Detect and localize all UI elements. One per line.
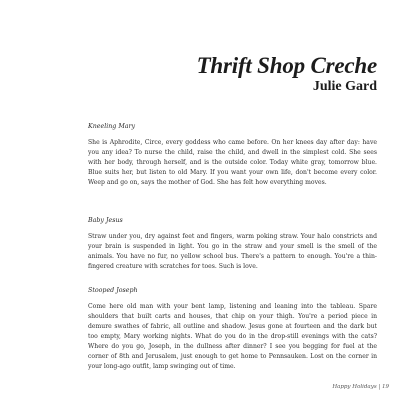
section-body: Straw under you, dry against feet and fingers, warm poking straw. Your halo constricts and your brain is suspended in light. You go in the straw and your smell is the smell of the animals. You have no fur, no yellow school bus. There's a pattern to enough. You're a thin-fingered creature with scratches for toes. Such is love. [88,233,377,270]
section-title: Baby Jesus [88,217,123,224]
page-footer: Happy Holidays | 19 [332,384,389,390]
section-body: Come here old man with your bent lamp, listening and leaning into the tableau. Spare shoulders that built carts and houses, that chip on your thigh. You're a period piece in demure swathes of fabric, all outline and shadow. Jesus gone at fourteen and the dark but too empty, Mary working nights. What do you do in the drop-still evenings with the cats? Where do you go, Joseph, in the dullness after dinner? I see you begging for fuel at the corner of 8th and Jerusalem, just enough to get home to Pennsauken. Lost on the corner in your long-ago outfit, lamp swinging out of time. [88,303,377,370]
section-body: She is Aphrodite, Circe, every goddess who came before. On her knees day after day: have you any idea? To nurse the child, raise the child, and dwell in the simplest cold. She sees with her body, through herself, and is the outside color. Today white gray, tomorrow blue. Blue suits her, but listen to old Mary. If you want your own life, don't become every color. Weep and go on, says the mother of God. She has felt how everything moves. [88,139,377,186]
section-baby-jesus [88,216,377,272]
section-title: Kneeling Mary [88,123,136,130]
section-kneeling-mary [88,122,377,188]
section-stooped-joseph [88,286,377,372]
poem-title: Thrift Shop Creche [196,53,377,78]
section-title: Stooped Joseph [88,287,138,294]
author-name: Julie Gard [312,79,377,94]
